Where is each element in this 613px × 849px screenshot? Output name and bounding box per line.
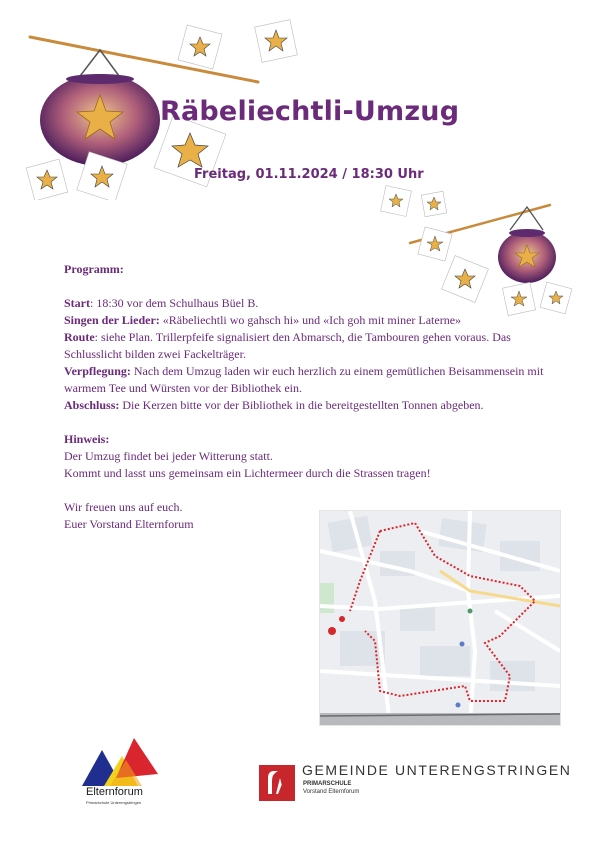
notice-line: Der Umzug findet bei jeder Witterung statt. [64,449,273,463]
signature-line: Euer Vorstand Elternforum [64,517,194,531]
event-text [64,261,554,533]
gemeinde-name: GEMEINDE UNTERENGSTRINGEN [302,762,572,778]
gemeinde-school: PRIMARSCHULE [303,781,352,787]
program-item-songs: Singen der Lieder: «Räbeliechtli wo gahsch hi» und «Ich goh mit miner Laterne» [64,313,462,327]
program-item-closing: Abschluss: Die Kerzen bitte vor der Bibliothek in die bereitgestellten Tonnen abgeben. [64,398,484,412]
closing-line: Wir freuen uns auf euch. [64,500,183,514]
elternforum-subtitle: Primarschule Unterengstringen [86,800,142,805]
notice-line: Kommt und lasst uns gemeinsam ein Lichtermeer durch die Strassen tragen! [64,466,431,480]
star-icon [178,25,222,69]
program-item-catering: Verpflegung: Nach dem Umzug laden wir euch herzlich zu einem gemütlichen Beisammensein mit warmem Tee und Würsten vor der Bibliothek ein. [64,364,544,395]
star-icon [381,186,412,217]
gemeinde-crest-icon [258,764,296,802]
start-marker-icon [328,627,336,635]
program-item-route: Route: siehe Plan. Trillerpfeife signalisiert den Abmarsch, die Tambouren gehen voraus. Das Schlusslicht bilden zwei Fackelträger. [64,330,511,361]
star-icon [26,159,68,200]
program-item-start: Start: 18:30 vor dem Schulhaus Büel B. [64,296,259,310]
gemeinde-board: Vorstand Elternforum [303,789,360,795]
page-title: Räbeliechtli-Umzug [160,96,460,127]
route-map [319,510,561,726]
star-icon [421,191,446,216]
program-heading: Programm: [64,262,124,276]
elternforum-name: Elternforum [86,786,143,798]
notice-heading: Hinweis: [64,432,110,446]
star-icon [255,20,298,63]
event-date-time: Freitag, 01.11.2024 / 18:30 Uhr [194,167,424,182]
